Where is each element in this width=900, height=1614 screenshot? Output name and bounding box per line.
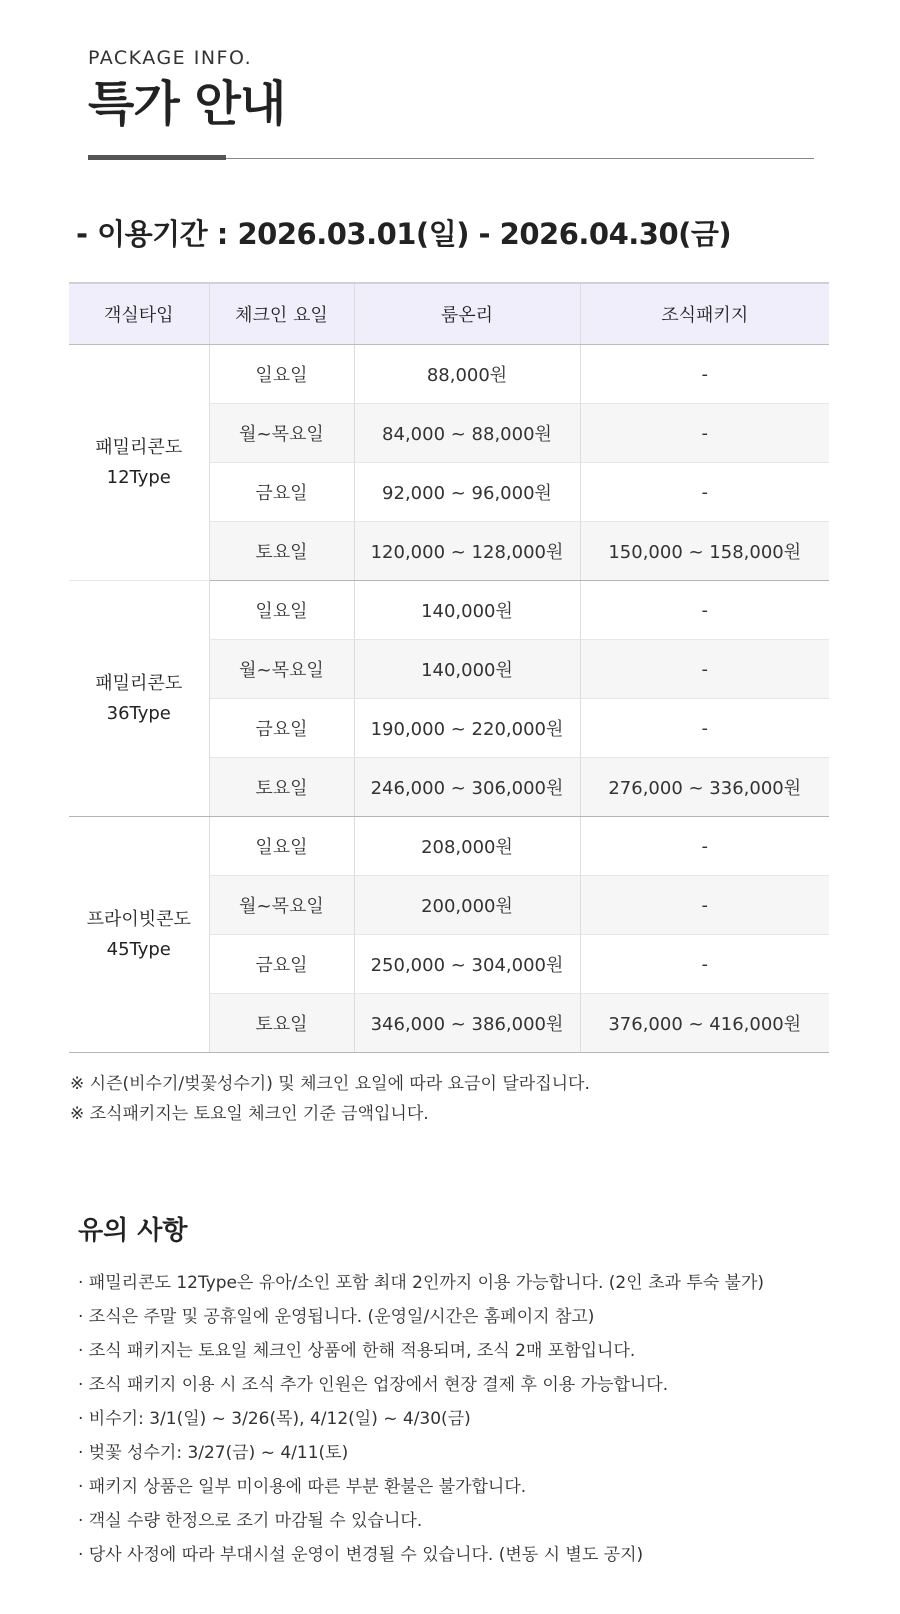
breakfast-price: - — [580, 935, 829, 994]
breakfast-price: - — [580, 640, 829, 699]
page-eyebrow: PACKAGE INFO. — [88, 47, 253, 69]
room-only-price: 208,000원 — [354, 817, 580, 876]
room-only-price: 250,000 ~ 304,000원 — [354, 935, 580, 994]
day-cell: 토요일 — [209, 522, 354, 581]
room-only-price: 120,000 ~ 128,000원 — [354, 522, 580, 581]
caution-item: · 벚꽃 성수기: 3/27(금) ~ 4/11(토) — [78, 1443, 349, 1463]
day-cell: 일요일 — [209, 817, 354, 876]
room-only-price: 190,000 ~ 220,000원 — [354, 699, 580, 758]
header-room-only: 룸온리 — [354, 283, 580, 345]
table-header-row — [69, 283, 829, 345]
caution-item: · 조식은 주말 및 공휴일에 운영됩니다. (운영일/시간은 홈페이지 참고) — [78, 1307, 595, 1327]
room-only-price: 346,000 ~ 386,000원 — [354, 994, 580, 1053]
day-cell: 일요일 — [209, 345, 354, 404]
caution-item: · 조식 패키지 이용 시 조식 추가 인원은 업장에서 현장 결제 후 이용 가능합니다. — [78, 1375, 669, 1395]
room-type-size: 12Type — [106, 466, 171, 488]
caution-title: 유의 사항 — [78, 1216, 188, 1246]
room-only-price: 84,000 ~ 88,000원 — [354, 404, 580, 463]
price-note: ※ 조식패키지는 토요일 체크인 기준 금액입니다. — [70, 1104, 429, 1124]
price-note: ※ 시즌(비수기/벚꽃성수기) 및 체크인 요일에 따라 요금이 달라집니다. — [70, 1074, 590, 1094]
table-row — [69, 817, 829, 876]
breakfast-price: - — [580, 876, 829, 935]
room-type-size: 45Type — [106, 938, 171, 960]
caution-item: · 패밀리콘도 12Type은 유아/소인 포함 최대 2인까지 이용 가능합니다. (2인 초과 투숙 불가) — [78, 1273, 765, 1293]
page-title: 특가 안내 — [88, 76, 286, 132]
room-only-price: 92,000 ~ 96,000원 — [354, 463, 580, 522]
price-table — [69, 282, 829, 1053]
breakfast-price: - — [580, 699, 829, 758]
room-only-price: 88,000원 — [354, 345, 580, 404]
caution-item: · 당사 사정에 따라 부대시설 운영이 변경될 수 있습니다. (변동 시 별도 공지) — [78, 1545, 644, 1565]
day-cell: 월~목요일 — [209, 876, 354, 935]
room-only-price: 200,000원 — [354, 876, 580, 935]
table-row — [69, 581, 829, 640]
caution-list — [78, 1266, 764, 1572]
day-cell: 금요일 — [209, 699, 354, 758]
caution-item: · 객실 수량 한정으로 조기 마감될 수 있습니다. — [78, 1511, 423, 1531]
breakfast-price: - — [580, 817, 829, 876]
day-cell: 월~목요일 — [209, 640, 354, 699]
room-type-size: 36Type — [106, 702, 171, 724]
price-notes — [70, 1069, 590, 1129]
caution-item: · 비수기: 3/1(일) ~ 3/26(목), 4/12(일) ~ 4/30(금) — [78, 1409, 471, 1429]
breakfast-price: 150,000 ~ 158,000원 — [580, 522, 829, 581]
day-cell: 금요일 — [209, 463, 354, 522]
room-type-cell — [69, 581, 209, 817]
room-type-name: 패밀리콘도 — [95, 436, 183, 458]
room-only-price: 140,000원 — [354, 640, 580, 699]
caution-item: · 패키지 상품은 일부 미이용에 따른 부분 환불은 불가합니다. — [78, 1477, 527, 1497]
breakfast-price: 276,000 ~ 336,000원 — [580, 758, 829, 817]
header-breakfast-package: 조식패키지 — [580, 283, 829, 345]
page-header — [88, 46, 814, 134]
day-cell: 토요일 — [209, 994, 354, 1053]
header-checkin-day: 체크인 요일 — [209, 283, 354, 345]
breakfast-price: - — [580, 345, 829, 404]
room-type-cell — [69, 817, 209, 1053]
room-type-name: 프라이빗콘도 — [86, 908, 191, 930]
caution-item: · 조식 패키지는 토요일 체크인 상품에 한해 적용되며, 조식 2매 포함입니다. — [78, 1341, 636, 1361]
day-cell: 토요일 — [209, 758, 354, 817]
room-type-name: 패밀리콘도 — [95, 672, 183, 694]
day-cell: 일요일 — [209, 581, 354, 640]
title-divider-accent — [88, 155, 226, 160]
room-only-price: 140,000원 — [354, 581, 580, 640]
room-only-price: 246,000 ~ 306,000원 — [354, 758, 580, 817]
room-type-cell — [69, 345, 209, 581]
breakfast-price: - — [580, 404, 829, 463]
day-cell: 금요일 — [209, 935, 354, 994]
day-cell: 월~목요일 — [209, 404, 354, 463]
breakfast-price: 376,000 ~ 416,000원 — [580, 994, 829, 1053]
table-row — [69, 345, 829, 404]
header-room-type: 객실타입 — [69, 283, 209, 345]
breakfast-price: - — [580, 463, 829, 522]
usage-period: - 이용기간 : 2026.03.01(일) - 2026.04.30(금) — [76, 217, 732, 251]
breakfast-price: - — [580, 581, 829, 640]
